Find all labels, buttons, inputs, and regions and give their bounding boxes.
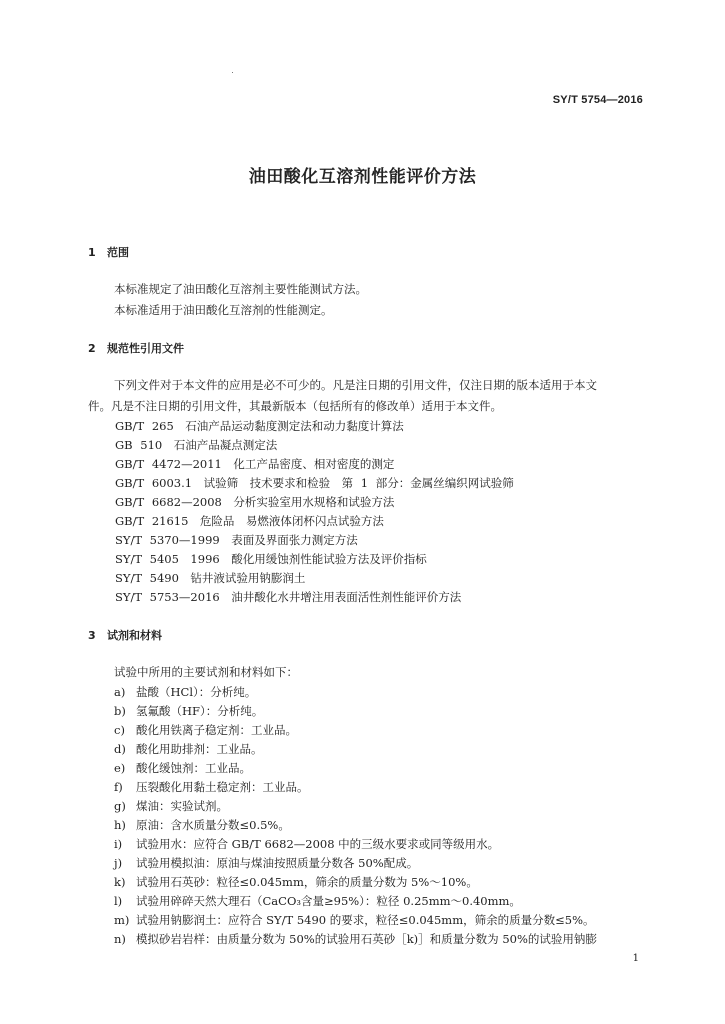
paragraph: 件。凡是不注日期的引用文件，其最新版本（包括所有的修改单）适用于本文件。 bbox=[88, 399, 502, 413]
paragraph: 本标准适用于油田酸化互溶剂的性能测定。 bbox=[114, 303, 333, 317]
list-text: 试验用石英砂：粒径≤0.045mm，筛余的质量分数为 5%～10%。 bbox=[136, 875, 478, 889]
list-item bbox=[114, 855, 418, 871]
standard-number: SY/T 5754—2016 bbox=[552, 94, 643, 106]
list-item bbox=[114, 779, 309, 795]
list-label: n) bbox=[114, 932, 126, 946]
document-title: 油田酸化互溶剂性能评价方法 bbox=[248, 167, 477, 187]
reference-item: SY/T 5405 1996 酸化用缓蚀剂性能试验方法及评价指标 bbox=[115, 552, 427, 566]
list-text: 煤油：实验试剂。 bbox=[136, 799, 228, 813]
reference-item: SY/T 5490 钻井液试验用钠膨润土 bbox=[115, 571, 306, 585]
list-text: 酸化用助排剂：工业品。 bbox=[136, 742, 263, 756]
list-text: 模拟砂岩岩样：由质量分数为 50%的试验用石英砂［k)］和质量分数为 50%的试验用钠膨 bbox=[136, 932, 597, 946]
list-label: c) bbox=[114, 723, 125, 737]
list-label: f) bbox=[114, 780, 123, 794]
list-text: 试验用碎碎天然大理石（CaCO₃含量≥95%）：粒径 0.25mm～0.40mm。 bbox=[136, 894, 521, 908]
list-item bbox=[114, 703, 263, 719]
list-label: e) bbox=[114, 761, 126, 775]
list-label: a) bbox=[114, 685, 126, 699]
list-item bbox=[114, 722, 297, 738]
paragraph: 下列文件对于本文件的应用是必不可少的。凡是注日期的引用文件，仅注日期的版本适用于本文 bbox=[114, 378, 597, 392]
reference-item: GB/T 4472—2011 化工产品密度、相对密度的测定 bbox=[115, 457, 395, 471]
list-item bbox=[114, 931, 597, 947]
reference-item: SY/T 5370—1999 表面及界面张力测定方法 bbox=[115, 533, 358, 547]
list-text: 盐酸（HCl）：分析纯。 bbox=[136, 685, 257, 699]
reference-item: GB/T 265 石油产品运动黏度测定法和动力黏度计算法 bbox=[115, 419, 404, 433]
section-title: 试剂和材料 bbox=[107, 629, 162, 642]
section-title: 规范性引用文件 bbox=[107, 342, 184, 355]
scan-speck bbox=[232, 72, 233, 73]
list-text: 原油：含水质量分数≤0.5%。 bbox=[136, 818, 290, 832]
list-label: i) bbox=[114, 837, 123, 851]
list-text: 酸化用铁离子稳定剂：工业品。 bbox=[136, 723, 297, 737]
list-label: d) bbox=[114, 742, 126, 756]
reference-item: SY/T 5753—2016 油井酸化水井增注用表面活性剂性能评价方法 bbox=[115, 590, 462, 604]
reference-item: GB/T 6682—2008 分析实验室用水规格和试验方法 bbox=[115, 495, 395, 509]
list-label: k) bbox=[114, 875, 126, 889]
list-item bbox=[114, 684, 256, 700]
list-label: j) bbox=[114, 856, 123, 870]
section-2-heading bbox=[88, 340, 184, 356]
reference-item: GB/T 6003.1 试验筛 技术要求和检验 第 1 部分：金属丝编织网试验筛 bbox=[115, 476, 514, 490]
section-number: 2 bbox=[88, 342, 96, 355]
paragraph: 本标准规定了油田酸化互溶剂主要性能测试方法。 bbox=[114, 282, 367, 296]
list-item bbox=[114, 912, 595, 928]
list-text: 酸化缓蚀剂：工业品。 bbox=[136, 761, 251, 775]
list-text: 氢氟酸（HF）：分析纯。 bbox=[136, 704, 264, 718]
list-item bbox=[114, 836, 499, 852]
reference-item: GB 510 石油产品凝点测定法 bbox=[115, 438, 278, 452]
list-item bbox=[114, 798, 228, 814]
page-number: 1 bbox=[632, 953, 639, 964]
list-label: b) bbox=[114, 704, 126, 718]
section-title: 范围 bbox=[107, 246, 129, 259]
list-text: 试验用模拟油：原油与煤油按照质量分数各 50%配成。 bbox=[136, 856, 419, 870]
section-number: 1 bbox=[88, 246, 96, 259]
list-item bbox=[114, 874, 478, 890]
list-text: 试验用钠膨润土：应符合 SY/T 5490 的要求，粒径≤0.045mm，筛余的质量分数≤5%。 bbox=[136, 913, 595, 927]
section-1-heading bbox=[88, 244, 129, 260]
list-text: 压裂酸化用黏土稳定剂：工业品。 bbox=[136, 780, 309, 794]
list-label: h) bbox=[114, 818, 126, 832]
paragraph: 试验中所用的主要试剂和材料如下： bbox=[114, 665, 298, 679]
list-item bbox=[114, 741, 263, 757]
list-label: m) bbox=[114, 913, 130, 927]
list-label: g) bbox=[114, 799, 126, 813]
section-number: 3 bbox=[88, 629, 96, 642]
list-item bbox=[114, 760, 251, 776]
list-label: l) bbox=[114, 894, 123, 908]
list-text: 试验用水：应符合 GB/T 6682—2008 中的三级水要求或同等级用水。 bbox=[136, 837, 500, 851]
list-item bbox=[114, 893, 521, 909]
list-item bbox=[114, 817, 290, 833]
reference-item: GB/T 21615 危险品 易燃液体闭杯闪点试验方法 bbox=[115, 514, 384, 528]
section-3-heading bbox=[88, 627, 162, 643]
